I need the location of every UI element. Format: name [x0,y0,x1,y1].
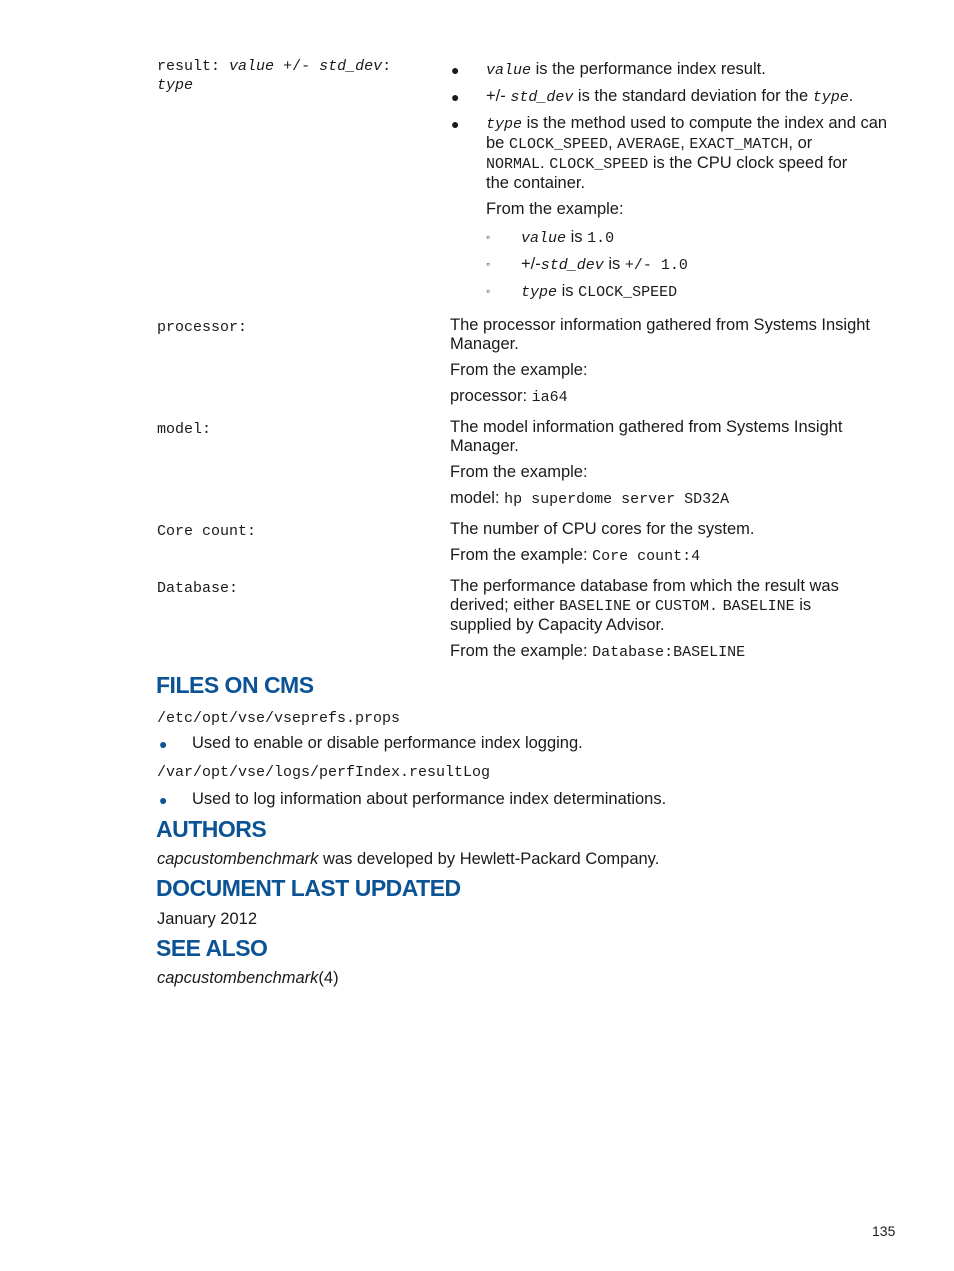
result-type-line4: the container. [486,174,586,192]
circle-bullet-icon: ◦ [486,230,491,244]
processor-desc-line1: The processor information gathered from Systems Insight [450,316,871,334]
file-desc-resultlog: Used to log information about performance index determinations. [192,790,667,808]
bullet-icon: ● [451,62,460,78]
processor-from-example: From the example: [450,361,588,379]
bullet-icon: ● [159,792,168,808]
model-from-example: From the example: [450,463,588,481]
example-type: type is CLOCK_SPEED [521,282,678,301]
example-stddev: +/-std_dev is +/- 1.0 [521,255,688,274]
updated-date: January 2012 [157,910,257,928]
page-number: 135 [872,1223,896,1239]
term-model: model: [157,421,212,438]
updated-heading: DOCUMENT LAST UPDATED [156,875,461,901]
model-desc-line1: The model information gathered from Systems Insight [450,418,843,436]
model-desc-line2: Manager. [450,437,519,455]
result-type-line3: NORMAL. CLOCK_SPEED is the CPU clock speed for [486,154,848,173]
file-path-resultlog: /var/opt/vse/logs/perfIndex.resultLog [157,764,491,781]
term-core-count: Core count: [157,523,257,540]
file-path-vseprefs: /etc/opt/vse/vseprefs.props [157,710,401,727]
term-database: Database: [157,580,239,597]
authors-heading: AUTHORS [156,816,267,842]
example-value: value is 1.0 [521,228,615,247]
bullet-icon: ● [451,116,460,132]
processor-desc-line2: Manager. [450,335,519,353]
database-desc-line1: The performance database from which the result was [450,577,839,595]
term-result-type: type [157,77,194,94]
files-heading: FILES ON CMS [156,672,314,698]
database-desc-line2: derived; either BASELINE or CUSTOM. BASELINE is [450,596,812,615]
processor-example: processor: ia64 [450,387,568,406]
circle-bullet-icon: ◦ [486,284,491,298]
term-processor: processor: [157,319,248,336]
database-example: From the example: Database:BASELINE [450,642,746,661]
bullet-icon: ● [451,89,460,105]
result-from-example: From the example: [486,200,624,218]
term-result: result: value +/- std_dev: [157,58,392,75]
model-example: model: hp superdome server SD32A [450,489,730,508]
core-desc: The number of CPU cores for the system. [450,520,755,538]
result-bullet-stddev: +/- std_dev is the standard deviation for the type. [486,87,854,106]
see-also-heading: SEE ALSO [156,935,268,961]
database-desc-line3: supplied by Capacity Advisor. [450,616,665,634]
file-desc-vseprefs: Used to enable or disable performance index logging. [192,734,583,752]
bullet-icon: ● [159,736,168,752]
core-example: From the example: Core count:4 [450,546,701,565]
authors-text: capcustombenchmark was developed by Hewlett-Packard Company. [157,850,660,868]
see-also-ref[interactable]: capcustombenchmark(4) [157,969,339,987]
result-bullet-value: value is the performance index result. [486,60,766,79]
result-type-line2: be CLOCK_SPEED, AVERAGE, EXACT_MATCH, or [486,134,813,153]
result-bullet-type: type is the method used to compute the index and can [486,114,888,133]
circle-bullet-icon: ◦ [486,257,491,271]
